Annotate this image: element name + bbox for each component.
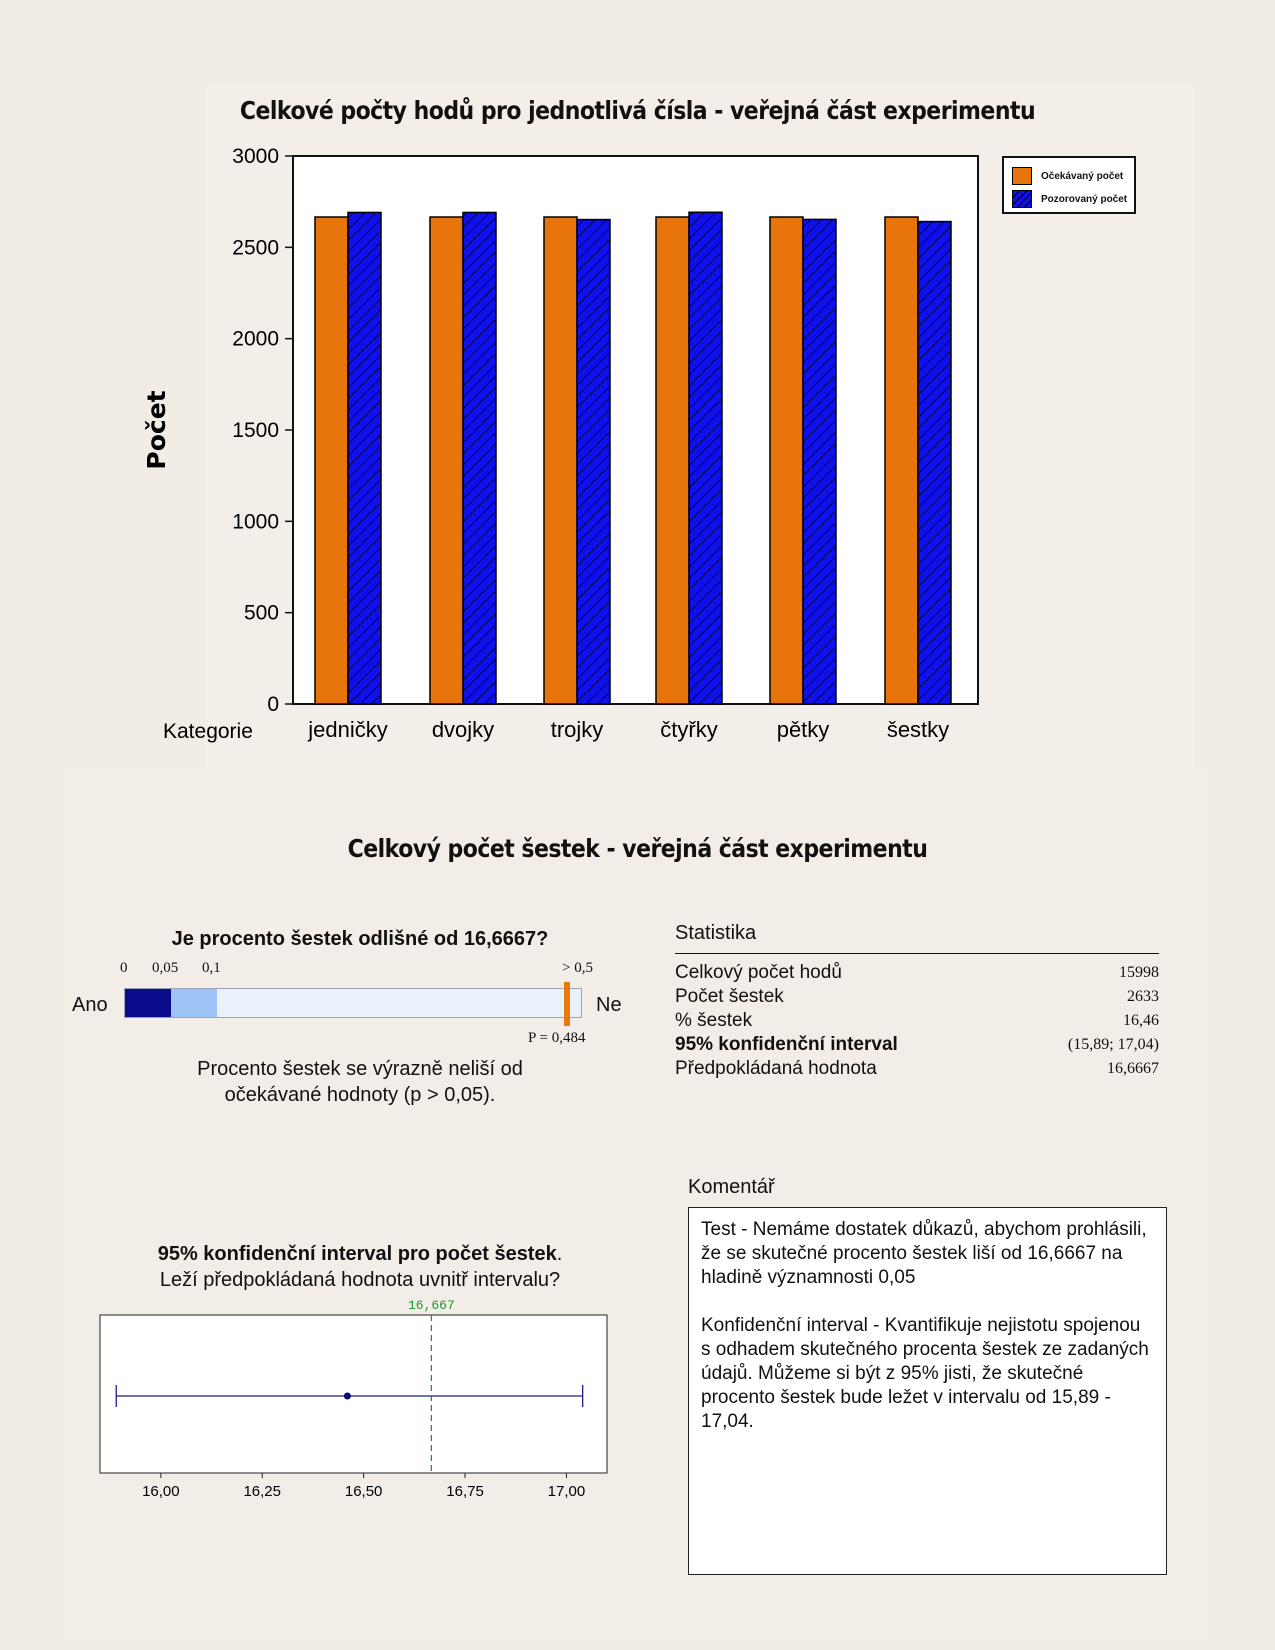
chart-legend [1002, 156, 1136, 214]
stat-row-total [675, 962, 1159, 986]
ci-x-tick-label: 16,00 [142, 1483, 180, 1500]
stat-label: Počet šestek [675, 986, 784, 1007]
legend-label-observed: Pozorovaný počet [1041, 193, 1128, 205]
stat-value: 2633 [1127, 988, 1159, 1005]
x-tick-label: trojky [550, 717, 604, 742]
x-tick-label: šestky [886, 717, 950, 742]
y-tick-label: 2500 [232, 236, 279, 260]
stat-row-ci [675, 1034, 1159, 1058]
x-axis-label: Kategorie [163, 720, 253, 743]
bar-expected [656, 217, 689, 704]
y-tick-label: 2000 [232, 327, 279, 351]
stat-value: (15,89; 17,04) [1067, 1036, 1159, 1053]
stat-row-expected [675, 1058, 1159, 1082]
y-tick-label: 500 [243, 601, 279, 625]
stat-row-percent [675, 1010, 1159, 1034]
legend-swatch-observed [1012, 190, 1032, 208]
stat-label: Celkový počet hodů [675, 962, 842, 983]
pvalue-conclusion-line2: očekávané hodnoty (p > 0,05). [224, 1084, 496, 1106]
legend-item-expected [1012, 167, 1123, 185]
bar-expected [544, 217, 577, 704]
legend-label-expected: Očekávaný počet [1041, 170, 1124, 182]
y-tick-label: 1000 [232, 510, 279, 534]
pvalue-seg-significant [125, 989, 171, 1017]
comment-heading: Komentář [688, 1176, 775, 1198]
plot-area [293, 156, 978, 704]
ci-subtitle: Leží předpokládaná hodnota uvnitř intervalu? [159, 1269, 561, 1291]
pvalue-tick-05: > 0,5 [562, 960, 593, 976]
bar-observed [577, 220, 610, 704]
bar-chart [0, 0, 1275, 760]
bar-expected [430, 217, 463, 704]
ci-x-tick-label: 16,25 [243, 1483, 282, 1500]
pvalue-tick-005: 0,05 [152, 960, 179, 976]
pvalue-yes-label: Ano [72, 994, 108, 1016]
y-axis-label: Počet [142, 390, 171, 470]
section-title: Celkový počet šestek - veřejná část experimentu [347, 834, 928, 863]
stat-value: 16,6667 [1107, 1060, 1159, 1077]
pvalue-scale [124, 988, 582, 1018]
bar-expected [770, 217, 803, 704]
ci-title [90, 1241, 630, 1293]
stat-label: % šestek [675, 1010, 753, 1031]
x-tick-label: čtyřky [660, 717, 718, 742]
bar-observed [689, 212, 722, 704]
ci-x-tick-label: 16,50 [344, 1483, 383, 1500]
ci-title-rest: . [556, 1243, 563, 1265]
ci-reference-label: 16,667 [407, 1298, 455, 1313]
legend-item-observed [1012, 190, 1127, 208]
legend-swatch-expected [1012, 167, 1032, 185]
stat-row-sixes [675, 986, 1159, 1010]
pvalue-tick-01: 0,1 [202, 960, 221, 976]
bar-chart-title: Celkové počty hodů pro jednotlivá čísla - veřejná část experimentu [239, 96, 1036, 125]
x-tick-label: pětky [776, 717, 830, 742]
pvalue-question: Je procento šestek odlišné od 16,6667? [171, 928, 549, 950]
pvalue-seg-marginal [171, 989, 217, 1017]
pvalue-conclusion [120, 1056, 600, 1108]
stats-heading: Statistika [675, 922, 757, 944]
pvalue-conclusion-line1: Procento šestek se výrazně neliší od [197, 1058, 523, 1080]
y-tick-label: 0 [267, 693, 279, 716]
x-tick-label: jedničky [308, 717, 388, 742]
ci-x-tick-label: 16,75 [446, 1483, 484, 1500]
stat-label: Předpokládaná hodnota [675, 1058, 877, 1079]
pvalue-tick-0: 0 [120, 960, 128, 976]
bar-observed [918, 222, 951, 704]
comment-paragraph-test: Test - Nemáme dostatek důkazů, abychom prohlásili, že se skutečné procento šestek liší od 16,6667 na hladině významnosti 0,05 [701, 1219, 1147, 1288]
x-tick-label: dvojky [431, 717, 495, 742]
comment-paragraph-ci: Konfidenční interval - Kvantifikuje nejistotu spojenou s odhadem skutečného procenta šestek ze zadaných údajů. Můžeme si být z 95% jisti, že skutečné procento šestek bude ležet v intervalu od 15,89 - 17,04. [701, 1315, 1149, 1432]
bar-observed [463, 212, 496, 704]
pvalue-no-label: Ne [596, 994, 622, 1016]
stat-value: 16,46 [1123, 1012, 1159, 1029]
pvalue-label: P = 0,484 [528, 1030, 586, 1046]
bar-expected [885, 217, 918, 704]
pvalue-marker [564, 982, 570, 1026]
ci-x-tick-label: 17,00 [547, 1483, 586, 1500]
stat-value: 15998 [1119, 964, 1159, 981]
comment-box [688, 1207, 1167, 1575]
ci-title-bold: 95% konfidenční interval pro počet šestek [157, 1243, 557, 1265]
bar-observed [803, 219, 836, 704]
stat-label: 95% konfidenční interval [675, 1034, 898, 1055]
y-tick-label: 3000 [232, 145, 279, 168]
bar-expected [315, 217, 348, 704]
bar-observed [348, 212, 381, 704]
y-tick-label: 1500 [232, 419, 279, 442]
stats-divider [675, 953, 1159, 954]
